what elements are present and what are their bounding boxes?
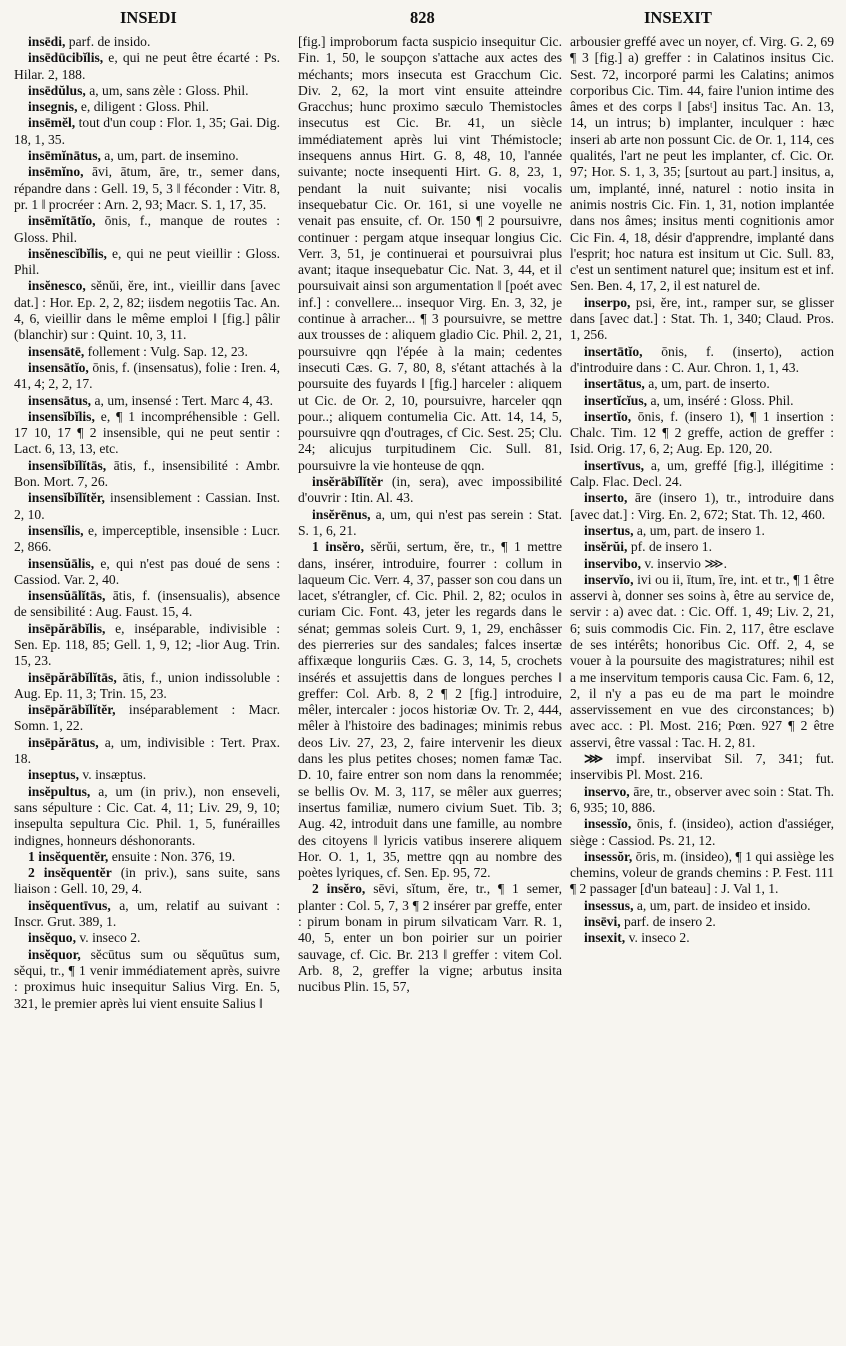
- entry-headword: insĕquentīvus,: [28, 897, 111, 913]
- entry-definition: inséparablement : Macr. Somn. 1, 22.: [14, 702, 280, 734]
- entry-headword: insessus,: [584, 897, 634, 913]
- dictionary-entry: [14, 523, 280, 556]
- entry-headword: insĕrēnus,: [312, 506, 371, 522]
- column-left: [14, 34, 280, 1012]
- entry-definition: v. inseco 2.: [75, 930, 141, 946]
- entry-headword: 2 insĕquentĕr: [28, 865, 112, 881]
- dictionary-entry: [14, 99, 280, 115]
- entry-headword: insēdŭlus,: [28, 82, 86, 98]
- entry-definition: a, um (in priv.), non enseveli, sans sépulture : Cic. Cat. 4, 11; Liv. 29, 9, 10; insepulta sepultura Cic. Phil. 1, 5, funérailles indignes, honneurs déshonorants.: [14, 783, 280, 848]
- entry-headword: insertĭcĭus,: [584, 392, 648, 408]
- entry-headword: inserto,: [584, 490, 628, 506]
- entry-definition: ivi ou ii, ītum, īre, int. et tr., ¶ 1 être asservi à, donner ses soins à, être au service de, servir : a) avec dat. : Cic. Off. 1, 49; Liv. 2, 21, 6; suis commodis Cic. Fin. 2, 117, être esclave de ses intérêts; honoribus Cic. Off. 2, 4, se vouer à la poursuite des magistratures; nihil est a me inservitum temporis causa Cic. Fam. 6, 12, 2, il n'y a pas eu de ma part le moindre asservissement en vue des circonstances; b) avec acc. : Pl. Most. 216; Pœn. 927 ¶ 2 être asservi, être vassal : Tac. H. 2, 81.: [570, 571, 834, 750]
- entry-headword: insertĭo,: [584, 408, 632, 424]
- entry-definition: [fig.] improborum facta suspicio insequitur Cic. Fin. 1, 50, le soupçon s'attache aux actes des méchants; mors insecuta est Gracchum Cic. Div. 2, 62, la mort vint ensuite atteindre Gracchus; hunc proximo sæculo Themistocles insecutus est Cic. Br. 41, un siècle immédiatement après lui vint Thémistocle; insequens annus Hirt. G. 8, 48, 10, l'année suivante; nocte insequenti Hirt. G. 8, 23, 1, pendant la nuit suivante; nisi vocalis insequebatur Cic. Or. 161, si une voyelle ne venait pas ensuite, cf. Or. 150 ¶ 2 poursuivre, continuer : pergam atque insequar longius Cic. Verr. 3, 51, je continuerai et poursuivrai plus avant; itaque insequebatur Cic. Nat. 3, 44, et il poursuivait ainsi son argumentation ‖ [poét avec inf.] : convellere... insequor Virg. En. 3, 32, je continue à arracher... ¶ 3 poursuivre, se mettre aux trousses de : aliquem gladio Cic. Phil. 2, 21, poursuivre qqn l'épée à la main; cedentes insecuti Cæs. G. 7, 80, 8, s'étant attachés à la poursuite des fuyards ‖ [fig.] harceler : aliquem ut Cic. de Or. 2, 10, poursuivre, harceler qqn pour..; aliquem contumelia Cic. Att. 14, 14, 5, poursuivre qqn d'outrages, cf Cic. Sest. 25; Clu. 24; alicujus turpitudinem Cic. Sull. 81, poursuivre la vie honteuse de qqn.: [298, 34, 562, 473]
- dictionary-entry: [14, 164, 280, 213]
- entry-headword: insensĭbĭlĭtĕr,: [28, 490, 105, 506]
- dictionary-entry: [570, 930, 834, 946]
- entry-definition: e, diligent : Gloss. Phil.: [77, 99, 209, 115]
- entry-definition: follement : Vulg. Sap. 12, 23.: [84, 343, 248, 359]
- entry-headword: insensātus,: [28, 392, 92, 408]
- entry-definition: a, um, greffé [fig.], illégitime : Calp. Flac. Decl. 24.: [570, 457, 834, 490]
- entry-headword: insertīvus,: [584, 457, 645, 473]
- entry-headword: insertus,: [584, 522, 634, 538]
- entry-headword: insessŏr,: [584, 848, 633, 864]
- entry-definition: ātis, f., union indissoluble : Aug. Ep. 11, 3; Trin. 15, 23.: [14, 669, 280, 701]
- entry-definition: āre (insero 1), tr., introduire dans [avec dat.] : Virg. En. 2, 672; Stat. Th. 12, 460.: [570, 490, 834, 522]
- entry-headword: insēpărātus,: [28, 734, 99, 750]
- entry-headword: insertātus,: [584, 376, 645, 392]
- entry-definition: sĕnŭi, ĕre, int., vieillir dans [avec dat.] : Hor. Ep. 2, 2, 82; iisdem negotiis Tac. An. 4, 6, vieillir dans le même emploi ‖ [fig.] pâlir (blanchir) sur : Quint. 10, 3, 11.: [14, 278, 280, 343]
- entry-headword: insēpărābĭlĭtĕr,: [28, 702, 116, 718]
- dictionary-entry: [14, 458, 280, 491]
- entry-headword: inserpo,: [584, 294, 631, 310]
- entry-headword: insensĭbĭlĭtās,: [28, 457, 107, 473]
- entry-headword: insēdūcibĭlis,: [28, 50, 104, 66]
- entry-headword: 1 insĕro,: [312, 539, 364, 555]
- entry-definition: sēvi, sĭtum, ĕre, tr., ¶ 1 semer, planter : Col. 5, 7, 3 ¶ 2 insérer par greffe, enter : pirum bonam in pirum silvaticam Varr. R. 1, 40, 5, enter un bon poirier sur un poirier sauvage, cf. Cic. Br. 213 ‖ greffer : vitem Col. Arb. 8, 2, greffer la vigne; arbutus insita nucibus Plin. 15, 57,: [298, 881, 562, 995]
- column-right: [570, 34, 834, 947]
- entry-headword: inservibo,: [584, 555, 642, 571]
- dictionary-entry: [14, 490, 280, 523]
- entry-headword: insēmĭnātus,: [28, 148, 101, 164]
- entry-headword: insertātĭo,: [584, 343, 643, 359]
- dictionary-entry: [298, 34, 562, 474]
- entry-definition: (in priv.), sans suite, sans liaison : Gell. 10, 29, 4.: [14, 865, 280, 897]
- dictionary-entry: [570, 816, 834, 849]
- entry-definition: e, inséparable, indivisible : Sen. Ep. 118, 85; Gell. 1, 9, 12; -lior Aug. Trin. 15, 23.: [14, 620, 280, 669]
- dictionary-entry: [570, 458, 834, 491]
- dictionary-entry: [570, 849, 834, 898]
- entry-definition: āvi, ātum, āre, tr., semer dans, répandre dans : Gell. 19, 5, 3 ‖ féconder : Vitr. 8, pr. 1 ‖ procréer : Arn. 2, 93; Macr. S. 1, 17, 35.: [14, 164, 280, 212]
- dictionary-entry: [14, 360, 280, 393]
- entry-definition: v. inseco 2.: [625, 930, 690, 946]
- dictionary-entry: [14, 849, 280, 865]
- entry-headword: insĕpultus,: [28, 783, 91, 799]
- entry-headword: insēmĕl,: [28, 115, 76, 131]
- dictionary-entry: [298, 539, 562, 881]
- running-head-right: INSEXIT: [644, 8, 712, 27]
- entry-definition: ensuite : Non. 376, 19.: [108, 848, 236, 864]
- entry-headword: insensŭālis,: [28, 555, 95, 571]
- dictionary-entry: [14, 344, 280, 360]
- dictionary-entry: [570, 523, 834, 539]
- entry-headword: insĕrābĭlĭtĕr: [312, 474, 383, 490]
- entry-definition: sĕcūtus sum ou sĕquūtus sum, sĕqui, tr., ¶ 1 venir immédiatement après, suivre : proximus huic insequitur Salius Virg. En. 5, 321, le premier après lui vient ensuite Salius ‖: [14, 946, 280, 1011]
- dictionary-entry: [570, 34, 834, 295]
- entry-definition: a, um, relatif au suivant : Inscr. Grut. 389, 1.: [14, 897, 280, 930]
- entry-definition: ātis, f., insensibilité : Ambr. Bon. Mort. 7, 26.: [14, 457, 280, 490]
- entry-headword: ⋙: [584, 751, 604, 767]
- entry-definition: ōnis, f. (insideo), action d'assiéger, siège : Cassiod. Ps. 21, 12.: [570, 816, 834, 848]
- entry-headword: insĕquor,: [28, 946, 81, 962]
- entry-definition: āre, tr., observer avec soin : Stat. Th. 6, 935; 10, 886.: [570, 783, 834, 815]
- entry-headword: insensŭālĭtās,: [28, 588, 106, 604]
- dictionary-entry: [14, 898, 280, 931]
- entry-definition: a, um, part. de insideo et insido.: [633, 897, 811, 913]
- entry-headword: inservo,: [584, 783, 630, 799]
- entry-definition: e, qui ne peut vieillir : Gloss. Phil.: [14, 245, 280, 278]
- dictionary-entry: [298, 474, 562, 507]
- entry-definition: e, qui n'est pas doué de sens : Cassiod. Var. 2, 40.: [14, 555, 280, 587]
- dictionary-entry: [14, 735, 280, 768]
- dictionary-entry: [14, 702, 280, 735]
- dictionary-entry: [570, 376, 834, 392]
- entry-definition: v. inservio ⋙.: [641, 555, 728, 571]
- dictionary-entry: [570, 393, 834, 409]
- entry-definition: ōnis, f. (insensatus), folie : Iren. 4, 41, 4; 2, 2, 17.: [14, 359, 280, 392]
- entry-definition: e, imperceptible, insensible : Lucr. 2, 866.: [14, 522, 280, 555]
- dictionary-entry: [14, 947, 280, 1012]
- dictionary-entry: [14, 670, 280, 703]
- dictionary-entry: [14, 213, 280, 246]
- dictionary-entry: [14, 784, 280, 849]
- dictionary-entry: [14, 767, 280, 783]
- dictionary-entry: [570, 539, 834, 555]
- entry-headword: insēvi,: [584, 914, 621, 930]
- entry-definition: ōnis, f. (insero 1), ¶ 1 insertion : Chalc. Tim. 12 ¶ 2 greffe, action de greffer : Isid. Orig. 17, 6, 2; Aug. Ep. 120, 20.: [570, 408, 834, 457]
- dictionary-entry: [14, 148, 280, 164]
- dictionary-entry: [570, 295, 834, 344]
- dictionary-entry: [570, 784, 834, 817]
- dictionary-entry: [298, 881, 562, 995]
- running-head-left: INSEDI: [120, 8, 177, 27]
- dictionary-entry: [14, 83, 280, 99]
- entry-definition: ōnis, f., manque de routes : Gloss. Phil.: [14, 213, 280, 245]
- entry-definition: a, um, qui n'est pas serein : Stat. S. 1, 6, 21.: [298, 506, 562, 538]
- dictionary-entry: [570, 572, 834, 751]
- entry-definition: ōnis, f. (inserto), action d'introduire dans : C. Aur. Chron. 1, 1, 43.: [570, 343, 834, 375]
- entry-definition: v. insæptus.: [79, 767, 147, 783]
- entry-definition: insensiblement : Cassian. Inst. 2, 10.: [14, 490, 280, 522]
- entry-definition: a, um, indivisible : Tert. Prax. 18.: [14, 734, 280, 767]
- entry-definition: impf. inservibat Sil. 7, 341; fut. inservibis Pl. Most. 216.: [570, 751, 834, 783]
- entry-definition: (in, sera), avec impossibilité d'ouvrir : Itin. Al. 43.: [298, 474, 562, 506]
- dictionary-entry: [14, 556, 280, 589]
- entry-definition: a, um, part. de inserto.: [644, 376, 770, 392]
- dictionary-entry: [14, 278, 280, 343]
- entry-definition: a, um, part. de insemino.: [100, 148, 239, 164]
- page-number: 828: [410, 8, 435, 27]
- dictionary-entry: [14, 930, 280, 946]
- entry-headword: insĕnescĭbĭlis,: [28, 245, 107, 261]
- entry-headword: insessĭo,: [584, 816, 632, 832]
- entry-headword: insensātĭo,: [28, 359, 89, 375]
- entry-definition: ōris, m. (insideo), ¶ 1 qui assiège les chemins, voleur de grands chemins : P. Fest. 111 ¶ 2 passager [d'un bateau] : J. Val 1, 1.: [570, 848, 834, 897]
- dictionary-entry: [14, 34, 280, 50]
- entry-headword: insĕquo,: [28, 930, 76, 946]
- entry-definition: e, ¶ 1 incompréhensible : Gell. 17 10, 17 ¶ 2 insensible, qui ne peut sentir : Lact. 6, 13, 13, etc.: [14, 408, 280, 457]
- entry-headword: insegnis,: [28, 99, 78, 115]
- entry-definition: psi, ĕre, int., ramper sur, se glisser dans [avec dat.] : Stat. Th. 1, 340; Claud. Pros. 1, 256.: [570, 294, 834, 343]
- entry-definition: tout d'un coup : Flor. 1, 35; Gai. Dig. 18, 1, 35.: [14, 115, 280, 147]
- dictionary-entry: [14, 246, 280, 279]
- dictionary-entry: [14, 115, 280, 148]
- entry-headword: inservĭo,: [584, 571, 634, 587]
- entry-definition: a, um, part. de insero 1.: [633, 522, 765, 538]
- dictionary-entry: [570, 490, 834, 523]
- entry-definition: pf. de insero 1.: [627, 539, 713, 555]
- dictionary-entry: [14, 588, 280, 621]
- dictionary-entry: [14, 865, 280, 898]
- entry-definition: arbousier greffé avec un noyer, cf. Virg. G. 2, 69 ¶ 3 [fig.] a) greffer : in Calatinos insitus Cic. Sest. 72, incorporé parmi les Calatins; animos corporibus Cic. Tim. 44, faire l'union intime des âmes et des corps ‖ [absᵗ] insitus Tac. An. 13, 14, un intrus; b) implanter, inculquer : hæc inseri ab arte non possunt Cic. de Or. 1, 114, ces qualités, l'art ne peut les implanter, cf. Cic. Or. 97; Hor. S. 1, 3, 35; [surtout au part.] insitus, a, um, implanté, inné, naturel : notio insita in animis nostris Cic. Fin. 1, 31, notion implantée dans nos âmes; insitus menti cognitionis amor Cic Fin. 4, 18, désir d'apprendre, implanté dans l'esprit; hoc natura est insitum ut Cic. Sull. 83, c'est un sentiment naturel que; insitum est et inf. Sen. Ben. 4, 17, 2, il est naturel de.: [570, 34, 834, 294]
- dictionary-entry: [570, 344, 834, 377]
- entry-headword: insĕrŭi,: [584, 539, 628, 555]
- entry-definition: ātis, f. (insensualis), absence de sensibilité : Aug. Faust. 15, 4.: [14, 588, 280, 620]
- entry-definition: parf. de insero 2.: [620, 914, 716, 930]
- dictionary-entry: [570, 409, 834, 458]
- entry-headword: insexit,: [584, 930, 626, 946]
- page-header: [0, 8, 846, 32]
- entry-headword: 1 insĕquentĕr,: [28, 848, 109, 864]
- entry-headword: insĕnesco,: [28, 278, 86, 294]
- entry-headword: insēmĭno,: [28, 164, 84, 180]
- entry-definition: a, um, insensé : Tert. Marc 4, 43.: [91, 392, 273, 408]
- dictionary-entry: [14, 50, 280, 83]
- entry-definition: e, qui ne peut être écarté : Ps. Hilar. 2, 188.: [14, 50, 280, 82]
- column-middle: [298, 34, 562, 996]
- entry-headword: insēmĭtātĭo,: [28, 213, 96, 229]
- dictionary-entry: [14, 409, 280, 458]
- entry-headword: insēpărābĭlis,: [28, 620, 106, 636]
- entry-headword: 2 insĕro,: [312, 881, 366, 897]
- entry-headword: inseptus,: [28, 767, 79, 783]
- entry-headword: insensĭlis,: [28, 522, 84, 538]
- entry-headword: insēpărābĭlĭtās,: [28, 669, 117, 685]
- dictionary-entry: [570, 914, 834, 930]
- entry-definition: a, um, sans zèle : Gloss. Phil.: [85, 82, 249, 98]
- dictionary-entry: [570, 556, 834, 572]
- entry-headword: insensātē,: [28, 343, 85, 359]
- dictionary-entry: [570, 898, 834, 914]
- dictionary-entry: [14, 393, 280, 409]
- entry-definition: sĕrŭi, sertum, ĕre, tr., ¶ 1 mettre dans, insérer, introduire, fourrer : collum in laqueum Cic. Verr. 4, 37, passer son cou dans un lacet, s'étrangler, cf. Cic. Phil. 2, 82; oculos in curiam Cic. Font. 43, jeter les regards dans le sénat; gemmas soleis Curt. 9, 1, 29, enchâsser des pierreries sur des sandales; falces insertæ affixæque longuriis Cæs. G. 3, 14, 5, crochets insérés et assujettis dans de longues perches ‖ greffer: Col. Arb. 8, 2 ¶ 2 [fig.] introduire, mêler, intercaler : jocos historiæ Ov. Tr. 2, 444, mêler à l'histoire des badinages; minimis rebus deos Liv. 27, 23, 2, faire intervenir les dieux dans les plus petites choses; nomen famæ Tac. D. 10, faire entrer son nom dans la renommée; se bellis Ov. M. 3, 117, se mêler aux guerres; insertus familiæ, numero civium Suet. Tib. 3; Aug. 42, introduit dans une famille, au nombre des citoyens ‖ lyricis vatibus inserere aliquem Hor. O. 1, 1, 35, mettre qqn au nombre des poètes lyriques, cf. Sen. Ep. 95, 72.: [298, 539, 562, 881]
- entry-headword: insēdi,: [28, 34, 66, 49]
- dictionary-entry: [570, 751, 834, 784]
- dictionary-entry: [14, 621, 280, 670]
- dictionary-entry: [298, 507, 562, 540]
- entry-definition: a, um, inséré : Gloss. Phil.: [647, 392, 794, 408]
- entry-headword: insensĭbĭlis,: [28, 408, 95, 424]
- entry-definition: parf. de insido.: [65, 34, 151, 49]
